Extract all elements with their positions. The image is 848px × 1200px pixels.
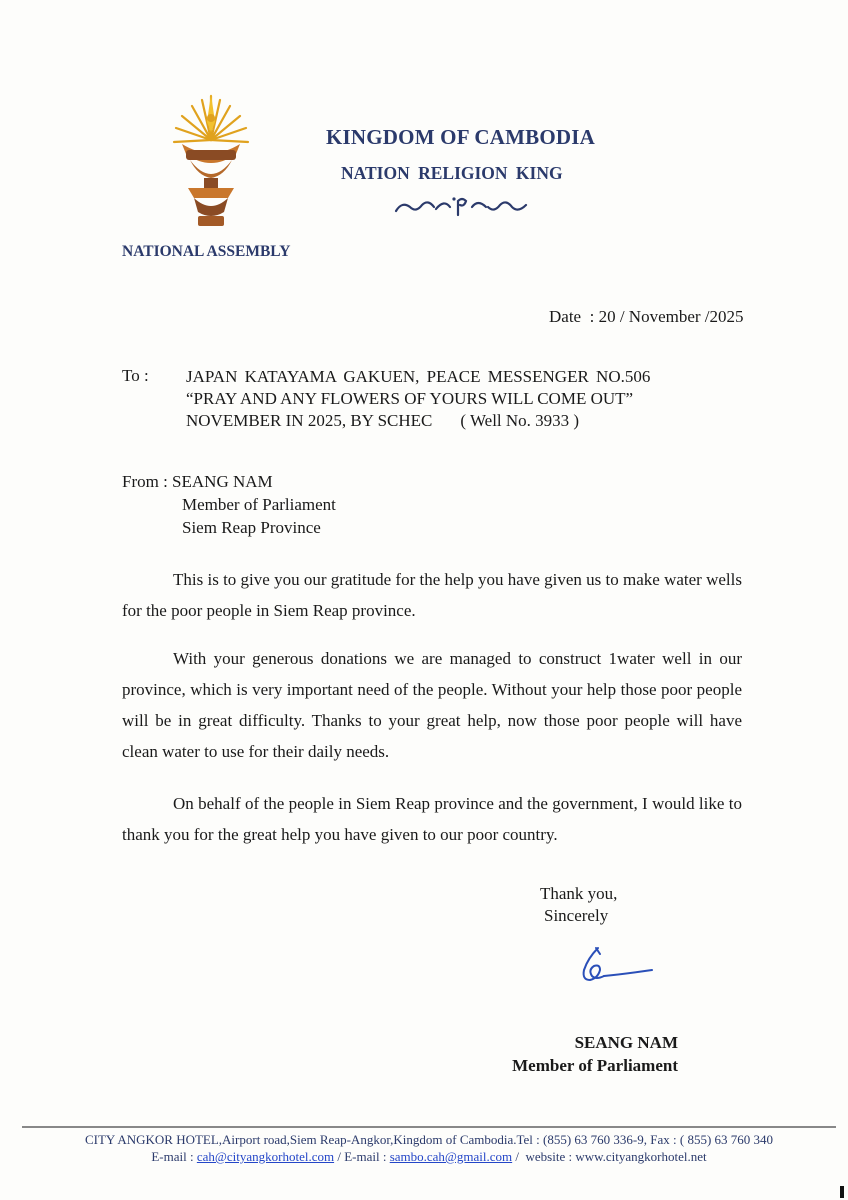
ornament-divider-icon — [392, 195, 530, 219]
recipient-line-2: “PRAY AND ANY FLOWERS OF YOURS WILL COME OUT” — [186, 389, 634, 408]
recipient-line-3 — [186, 410, 650, 432]
body-paragraph-2: With your generous donations we are managed to construct 1water well in our province, which is very important need of the people. Without your help those poor people will be in great difficulty. Thanks to your great help, now those poor people will have clean water to use for their daily needs. — [122, 649, 742, 761]
recipient-label: To : — [122, 366, 149, 385]
scan-edge-mark — [840, 1186, 844, 1198]
well-number: ( Well No. 3933 ) — [460, 411, 580, 430]
email-link-1[interactable]: cah@cityangkorhotel.com — [196, 1149, 335, 1164]
website-text: / website : www.cityangkorhotel.net — [512, 1149, 707, 1164]
letter-date: Date : 20 / November /2025 — [549, 307, 744, 326]
closing-sincerely: Sincerely — [544, 906, 609, 925]
national-motto: NATION RELIGION KING — [341, 163, 563, 183]
footer-contacts — [22, 1148, 836, 1165]
recipient-line-3-text: NOVEMBER IN 2025, BY SCHEC — [186, 411, 433, 430]
footer-divider — [22, 1126, 836, 1128]
footer — [22, 1131, 836, 1165]
closing-thanks: Thank you, — [540, 884, 618, 903]
email-link-2[interactable]: sambo.cah@gmail.com — [389, 1149, 513, 1164]
recipient-line-1: JAPAN KATAYAMA GAKUEN, PEACE MESSENGER NO.506 — [186, 367, 651, 386]
country-heading: KINGDOM OF CAMBODIA — [326, 125, 596, 149]
closing-block — [540, 883, 617, 927]
institution-name: NATIONAL ASSEMBLY — [122, 243, 291, 260]
signer-block — [498, 1031, 678, 1077]
email-label-1: E-mail : — [151, 1149, 197, 1164]
sender-line: From : SEANG NAM — [122, 472, 273, 491]
sender-block — [122, 470, 336, 539]
signer-name: SEANG NAM — [574, 1033, 678, 1052]
footer-address: CITY ANGKOR HOTEL,Airport road,Siem Reap-Angkor,Kingdom of Cambodia.Tel : (855) 63 760 336-9, Fax : ( 855) 63 760 340 — [84, 1132, 774, 1147]
signer-title: Member of Parliament — [512, 1056, 678, 1075]
email-label-2: / E-mail : — [334, 1149, 390, 1164]
body-paragraph-1: This is to give you our gratitude for the help you have given us to make water wells for the poor people in Siem Reap province. — [122, 570, 742, 620]
body-paragraph-3: On behalf of the people in Siem Reap province and the government, I would like to thank you for the great help you have given to our poor country. — [122, 794, 742, 844]
sender-province: Siem Reap Province — [182, 518, 321, 537]
sender-title: Member of Parliament — [182, 495, 336, 514]
recipient-block — [186, 366, 650, 432]
cambodia-emblem-icon — [168, 92, 254, 232]
signature-icon — [574, 944, 656, 988]
